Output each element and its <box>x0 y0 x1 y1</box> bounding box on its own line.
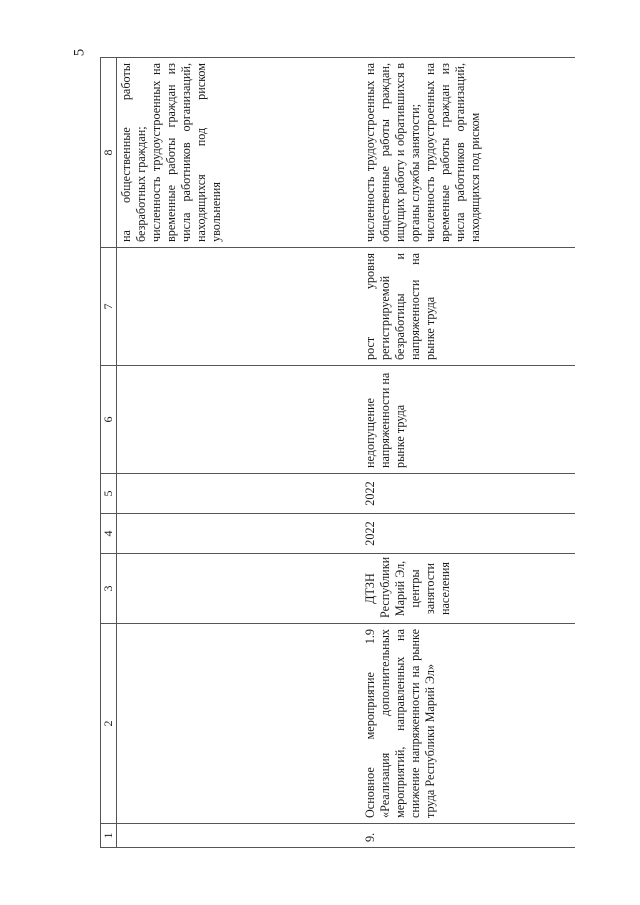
header-row <box>101 58 117 848</box>
cell-consequences: рост уровня регистрируемой безработицы и напряженности на рынке труда <box>361 248 575 366</box>
header-col-7: 7 <box>101 248 117 366</box>
table-row-continuation <box>117 58 362 848</box>
cell-empty <box>117 366 362 474</box>
header-col-1: 1 <box>101 824 117 848</box>
header-col-3: 3 <box>101 554 117 624</box>
header-col-4: 4 <box>101 514 117 554</box>
header-col-8: 8 <box>101 58 117 248</box>
cell-empty <box>117 824 362 848</box>
table-row-9 <box>361 58 575 848</box>
cell-expected-result: недопущение напряженности на рынке труда <box>361 366 575 474</box>
cell-empty <box>117 514 362 554</box>
rotated-table-container <box>100 58 570 848</box>
header-col-6: 6 <box>101 366 117 474</box>
cell-executor: ДТЗН Республики Марий Эл, центры занятости населения <box>361 554 575 624</box>
cell-empty <box>117 474 362 514</box>
cell-empty <box>117 248 362 366</box>
header-col-2: 2 <box>101 624 117 824</box>
cell-indicators-continued: на общественные работы безработных граждан; численность трудоустроенных на временные работы граждан из числа работников организаций, находящихся под риском увольнения <box>117 58 362 248</box>
cell-empty <box>117 624 362 824</box>
cell-end-year: 2022 <box>361 474 575 514</box>
cell-indicators: численность трудоустроенных на общественные работы граждан, ищущих работу и обратившихся в органы службы занятости; численность трудоустроенных на временные работы граждан из числа работников организаций, находящихся под риском <box>361 58 575 248</box>
cell-row-number: 9. <box>361 824 575 848</box>
header-col-5: 5 <box>101 474 117 514</box>
measures-table <box>100 57 575 848</box>
cell-measure-name: Основное мероприятие 1.9 «Реализация дополнительных мероприятий, направленных на снижение напряженности на рынке труда Республики Марий Эл» <box>361 624 575 824</box>
page-number: 5 <box>71 48 88 57</box>
cell-empty <box>117 554 362 624</box>
cell-start-year: 2022 <box>361 514 575 554</box>
